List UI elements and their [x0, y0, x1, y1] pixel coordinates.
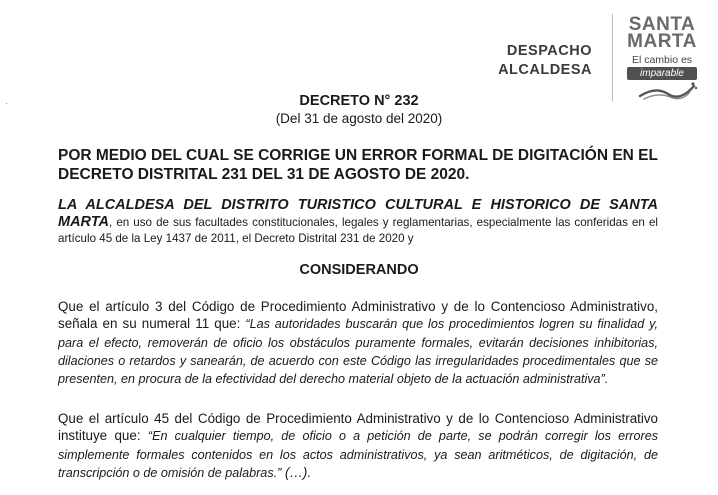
office-line-2: ALCALDESA	[498, 62, 592, 78]
logo-word-santa: SANTA	[628, 14, 696, 35]
paragraph-2-ellipsis: (…).	[281, 464, 312, 480]
scan-mark: ·	[5, 98, 8, 108]
logo-tagline-badge: imparable	[627, 67, 697, 80]
authority-paragraph	[58, 197, 658, 247]
authority-lead: LA ALCALDESA DEL DISTRITO TURISTICO CULTURAL E HISTORICO DE SANTA MARTA	[58, 197, 658, 230]
paragraph-2-intro: Que el artículo 45 del Código de Procedimiento Administrativo y de lo Contencioso Administrativo instituye que:	[58, 411, 658, 444]
header-divider	[612, 14, 613, 102]
logo-word-marta: MARTA	[627, 31, 697, 52]
decree-date: (Del 31 de agosto del 2020)	[275, 111, 443, 126]
paragraph-article-3	[58, 298, 658, 388]
office-heading	[470, 42, 592, 80]
paragraph-1-intro: Que el artículo 3 del Código de Procedimiento Administrativo y de lo Contencioso Administrativo, señala en su numeral 11 que:	[58, 299, 658, 332]
paragraph-article-45	[58, 410, 658, 482]
decree-headline: POR MEDIO DEL CUAL SE CORRIGE UN ERROR FORMAL DE DIGITACIÓN EN EL DECRETO DISTRITAL 231 DEL 31 DE AGOSTO DE 2020.	[58, 147, 658, 183]
authority-text: , en uso de sus facultades constitucionales, legales y reglamentarias, especialmente las conferidas en el artículo 45 de la Ley 1437 de 2011, el Decreto Distrital 231 de 2020 y	[58, 216, 658, 245]
paragraph-2-quote: “En cualquier tiempo, de oficio o a petición de parte, se podrán corregir los errores simplemente formales contenidos en los actos administrativos, ya sean aritméticos, de digitación, de transcripción o de omisión de palabras.”	[58, 429, 658, 480]
paragraph-1-quote: “Las autoridades buscarán que los procedimientos logren su finalidad y, para el efecto, removerán de oficio los obstáculos puramente formales, evitarán decisiones inhibitorias, dilaciones o retardos y sanearán, de acuerdo con este Código las irregularidades procedimentales que se presenten, en procura de la efectividad del derecho material objeto de la actuación administrativa”.	[58, 317, 658, 387]
office-line-1: DESPACHO	[506, 43, 592, 59]
considerando-heading: CONSIDERANDO	[299, 262, 419, 278]
logo-tagline-top: El cambio es	[631, 54, 693, 66]
decree-number: DECRETO N° 232	[299, 93, 419, 109]
